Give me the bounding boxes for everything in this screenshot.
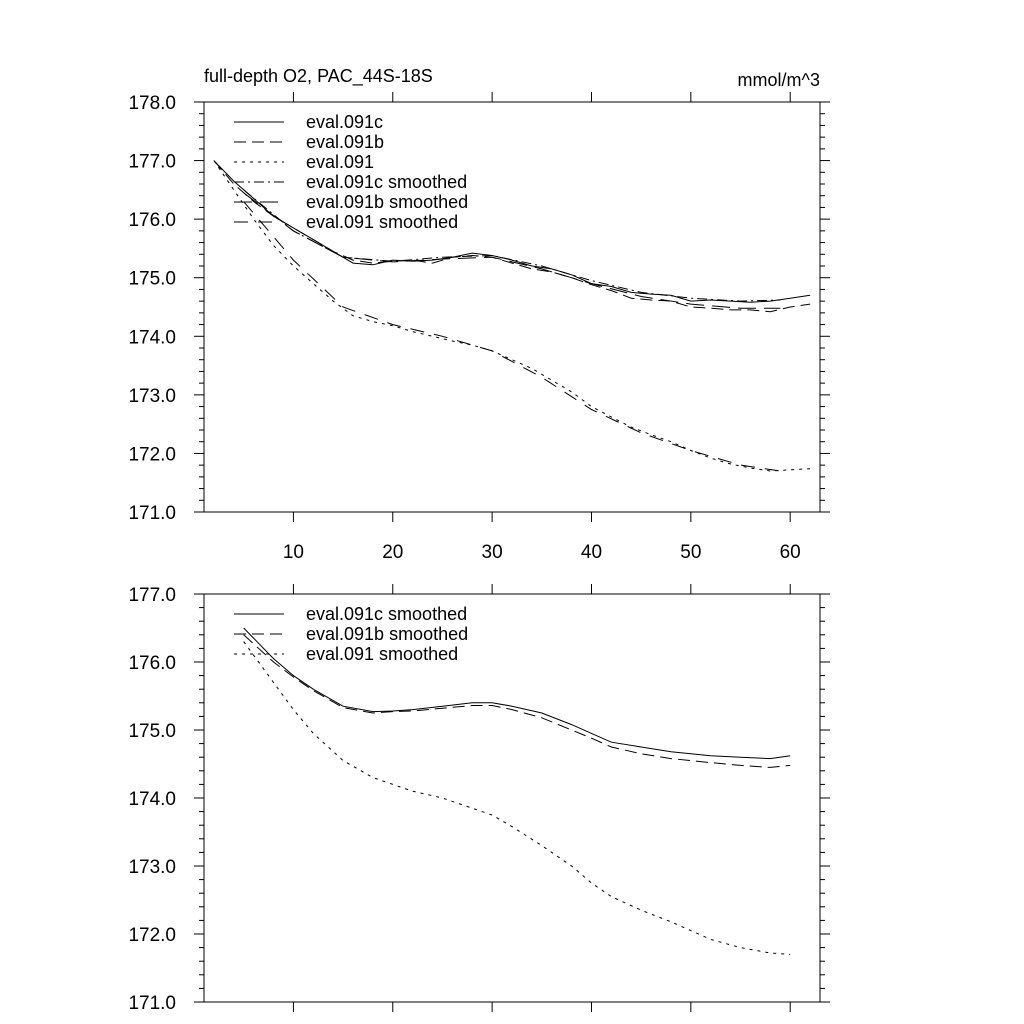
y-tick-label: 178.0 xyxy=(128,93,176,114)
legend-label: eval.091b xyxy=(306,132,385,152)
x-tick-label: 30 xyxy=(481,542,503,563)
y-tick-label: 176.0 xyxy=(128,653,176,674)
chart-units: mmol/m^3 xyxy=(737,70,820,90)
x-tick-label: 60 xyxy=(779,542,801,563)
legend-label: eval.091 smoothed xyxy=(306,212,459,232)
y-tick-label: 177.0 xyxy=(128,151,176,173)
y-tick-label: 175.0 xyxy=(128,268,176,290)
x-tick-label: 40 xyxy=(580,542,603,563)
y-tick-label: 172.0 xyxy=(128,925,176,946)
legend-label: eval.091 xyxy=(306,152,375,172)
y-tick-label: 172.0 xyxy=(128,444,176,466)
legend-label: eval.091b smoothed xyxy=(306,192,469,212)
legend-label: eval.091c smoothed xyxy=(306,172,468,192)
y-tick-label: 174.0 xyxy=(128,327,176,349)
y-tick-label: 173.0 xyxy=(128,385,176,407)
y-tick-label: 174.0 xyxy=(128,789,176,810)
legend-label: eval.091c xyxy=(306,112,384,132)
legend-label: eval.091 smoothed xyxy=(306,644,459,664)
x-tick-label: 10 xyxy=(282,542,304,563)
y-tick-label: 177.0 xyxy=(128,585,176,606)
x-tick-label: 20 xyxy=(382,542,404,563)
y-tick-label: 175.0 xyxy=(128,721,176,742)
y-tick-label: 176.0 xyxy=(128,210,176,232)
legend-label: eval.091c smoothed xyxy=(306,604,468,624)
chart-title: full-depth O2, PAC_44S-18S xyxy=(204,66,433,86)
legend-label: eval.091b smoothed xyxy=(306,624,469,644)
y-tick-label: 173.0 xyxy=(128,857,176,878)
y-tick-label: 171.0 xyxy=(128,503,176,524)
y-tick-label: 171.0 xyxy=(128,993,176,1014)
x-tick-label: 50 xyxy=(680,542,702,563)
